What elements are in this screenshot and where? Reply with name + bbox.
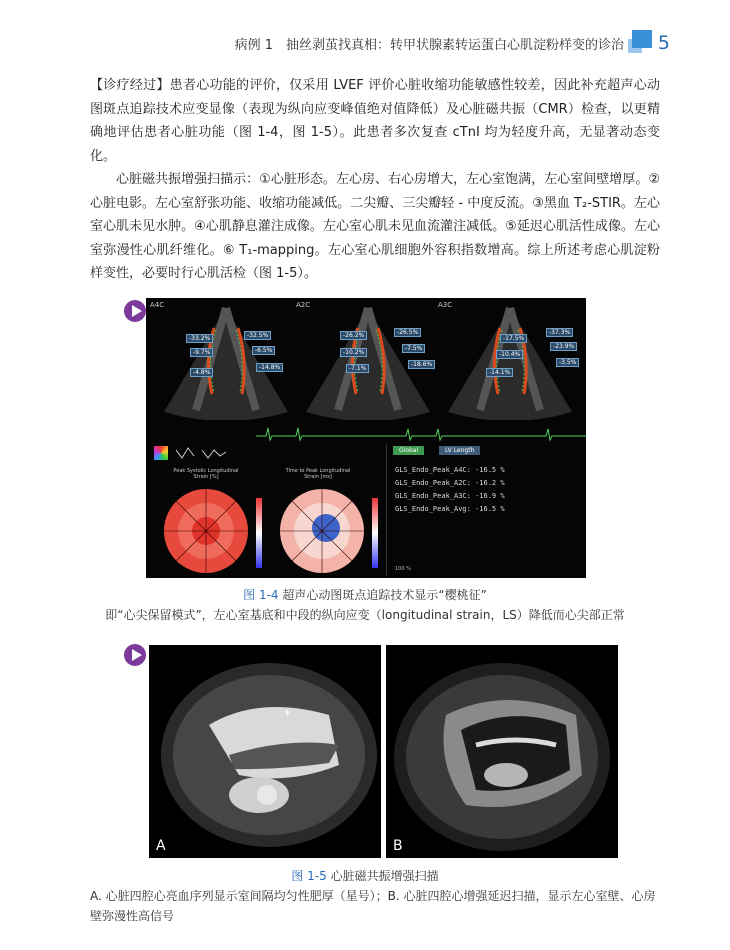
gls-panel — [386, 444, 585, 576]
ecg-trace — [256, 426, 586, 442]
bullseye-title-peak-strain: Peak Systolic Longitudinal Strain [%] — [173, 468, 239, 480]
svg-text:*: * — [284, 708, 291, 724]
strain-tag: -33.2% — [186, 334, 213, 343]
strain-tag: -7.1% — [346, 364, 369, 373]
figure-1-5-caption — [0, 867, 730, 884]
strain-tag: -26.5% — [394, 328, 421, 337]
figure-1-4-subcaption: 即“心尖保留模式”，左心室基底和中段的纵向应变（longitudinal strain，LS）降低而心尖部正常 — [105, 608, 625, 622]
strain-tag: -10.2% — [340, 348, 367, 357]
strain-tag: -7.5% — [402, 344, 425, 353]
figure-1-4-speckle-tracking — [146, 298, 586, 578]
gls-a4c: GLS_Endo_Peak_A4C: -16.5 % — [395, 466, 505, 474]
figure-number: 图 1-4 — [243, 588, 279, 602]
gls-a3c: GLS_Endo_Peak_A3C: -16.9 % — [395, 492, 505, 500]
time-color-scale — [372, 498, 382, 568]
strain-tag: -32.5% — [244, 331, 271, 340]
strain-tag: -37.3% — [546, 328, 573, 337]
echo-a4c-image — [156, 300, 296, 420]
paragraph-treatment: 【诊疗经过】患者心功能的评价，仅采用 LVEF 评价心脏收缩功能敏感性较差，因此补充超声心动图斑点追踪技术应变显像（表现为纵向应变峰值绝对值降低）及心脏磁共振（CMR）检查，以更精确地评估患者心脏功能（图 1-4，图 1-5）。此患者多次复查 cTnI 均为轻度升高，无显著动态变化。 — [90, 78, 660, 164]
strain-tag: -3.5% — [556, 358, 579, 367]
strain-tag: -17.5% — [500, 334, 527, 343]
figure-title: 心脏磁共振增强扫描 — [330, 869, 439, 883]
panel-label-a: A — [156, 838, 166, 854]
strain-tag: -10.4% — [496, 350, 523, 359]
waveform-icon[interactable] — [176, 446, 226, 460]
bullseye-peak-strain — [158, 488, 254, 574]
strain-color-scale — [256, 498, 266, 568]
header-decoration-square — [632, 30, 652, 48]
mri-late-enhancement-image — [386, 645, 618, 858]
gls-avg: GLS_Endo_Peak_Avg: -16.5 % — [395, 505, 505, 513]
mri-bright-blood-image — [149, 645, 381, 858]
zoom-level: 100 % — [395, 566, 411, 572]
bullseye-title-time-to-peak: Time to Peak Longitudinal Strain [ms] — [285, 468, 351, 480]
gls-a2c: GLS_Endo_Peak_A2C: -16.2 % — [395, 479, 505, 487]
view-label-a2c: A2C — [296, 301, 311, 309]
global-button[interactable]: Global — [393, 446, 424, 455]
figure-1-5a-cine-mri — [149, 645, 381, 858]
bullseye-time-to-peak — [274, 488, 370, 574]
panel-label-b: B — [393, 838, 403, 854]
color-wheel-icon[interactable] — [154, 446, 168, 460]
figure-1-5-footnote: A. 心脏四腔心亮血序列显示室间隔均匀性肥厚（星号）；B. 心脏四腔心增强延迟扫描，显示左心室壁、心房壁弥漫性高信号 — [90, 889, 656, 923]
strain-tag: -6.5% — [252, 346, 275, 355]
strain-tag: -14.1% — [486, 368, 513, 377]
header-title: 病例 1 抽丝剥茧找真相：转甲状腺素转运蛋白心肌淀粉样变的诊治 — [234, 38, 624, 53]
strain-tag: -14.8% — [256, 363, 283, 372]
lv-length-button[interactable]: LV Length — [439, 446, 480, 455]
strain-tag: -9.7% — [190, 348, 213, 357]
view-label-a3c: A3C — [438, 301, 453, 309]
figure-1-4-caption — [0, 586, 730, 603]
view-label-a4c: A4C — [150, 301, 165, 309]
strain-tag: -4.8% — [190, 368, 213, 377]
play-video-icon[interactable] — [124, 644, 146, 666]
page-number: 5 — [657, 32, 670, 54]
figure-1-5b-lge-mri — [386, 645, 618, 858]
paragraph-cmr: 心脏磁共振增强扫描示：①心脏形态。左心房、右心房增大，左心室饱满，左心室间壁增厚。②心脏电影。左心室舒张功能、收缩功能减低。二尖瓣、三尖瓣轻 - 中度反流。③黑血 T₂-STIR。左心室心肌未见水肿。④心肌静息灌注成像。左心室心肌未见血流灌注减低。⑤延迟心肌活性成像。左心室弥漫性心肌纤维化。⑥ T₁-mapping。左心室心肌细胞外容积指数增高。综上所述考虑心肌淀粉样变性，必要时行心肌活检（图 1-5）。 — [90, 172, 660, 281]
strain-tag: -18.6% — [408, 360, 435, 369]
strain-tag: -26.2% — [340, 331, 367, 340]
figure-number: 图 1-5 — [291, 869, 327, 883]
play-video-icon[interactable] — [124, 300, 146, 322]
figure-title: 超声心动图斑点追踪技术显示“樱桃征” — [282, 588, 487, 602]
running-header — [0, 30, 730, 56]
strain-tag: -23.9% — [550, 342, 577, 351]
